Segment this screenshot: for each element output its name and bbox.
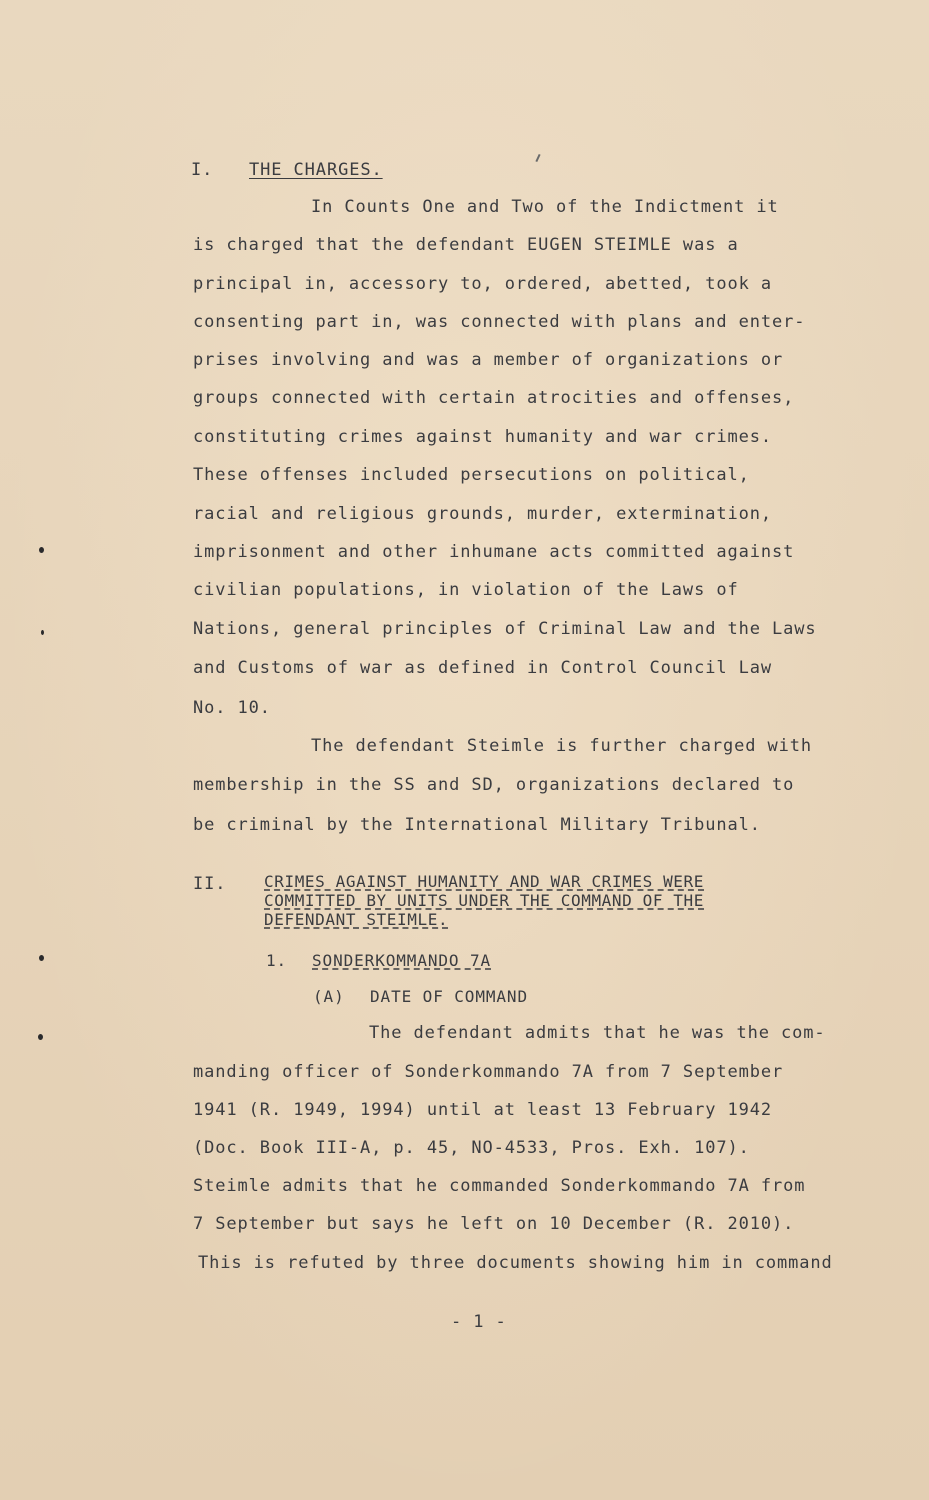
paragraph-1-line: is charged that the defendant EUGEN STEIMLE was a xyxy=(193,235,739,255)
paragraph-3-line: 7 September but says he left on 10 December (R. 2010). xyxy=(193,1214,795,1234)
paragraph-3-line: The defendant admits that he was the com- xyxy=(369,1023,826,1043)
paragraph-1-line: These offenses included persecutions on political, xyxy=(193,465,750,485)
paragraph-1-line: prises involving and was a member of organizations or xyxy=(193,350,784,370)
paragraph-1-line: principal in, accessory to, ordered, abetted, took a xyxy=(193,274,773,294)
paragraph-3-line: Steimle admits that he commanded Sonderkommando 7A from xyxy=(193,1176,806,1196)
paragraph-1-line: constituting crimes against humanity and war crimes. xyxy=(193,427,773,447)
margin-mark xyxy=(38,1034,43,1040)
paragraph-1-line: civilian populations, in violation of the Laws of xyxy=(193,580,739,600)
subheading-letter: (A) xyxy=(313,987,345,1006)
paragraph-1-line: and Customs of war as defined in Control Council Law xyxy=(193,658,773,678)
paragraph-3-line: This is refuted by three documents showing him in command xyxy=(198,1253,833,1273)
paragraph-2-line: The defendant Steimle is further charged with xyxy=(311,736,813,756)
section-2-title: CRIMES AGAINST HUMANITY AND WAR CRIMES WERE COMMITTED BY UNITS UNDER THE COMMAND OF THE DEFENDANT STEIMLE. xyxy=(264,872,705,929)
paragraph-1-line: In Counts One and Two of the Indictment it xyxy=(311,197,779,217)
subheading-title: DATE OF COMMAND xyxy=(370,987,528,1006)
subsection-number: 1. xyxy=(266,951,288,970)
paragraph-1-line: consenting part in, was connected with plans and enter- xyxy=(193,312,806,332)
margin-mark xyxy=(39,547,44,553)
paragraph-1-line: Nations, general principles of Criminal Law and the Laws xyxy=(193,619,817,639)
paragraph-3-line: manding officer of Sonderkommando 7A from 7 September xyxy=(193,1062,784,1082)
section-2-numeral: II. xyxy=(193,874,227,894)
page-number: - 1 - xyxy=(451,1312,507,1332)
paragraph-1-line: No. 10. xyxy=(193,698,271,718)
paragraph-3-line: (Doc. Book III-A, p. 45, NO-4533, Pros. Exh. 107). xyxy=(193,1138,750,1158)
paper-speck xyxy=(535,154,540,162)
paragraph-3-line: 1941 (R. 1949, 1994) until at least 13 February 1942 xyxy=(193,1100,773,1120)
paragraph-2-line: be criminal by the International Military Tribunal. xyxy=(193,815,761,835)
paragraph-1-line: imprisonment and other inhumane acts committed against xyxy=(193,542,795,562)
margin-mark xyxy=(41,630,44,635)
paragraph-1-line: groups connected with certain atrocities and offenses, xyxy=(193,388,795,408)
section-1-title: THE CHARGES. xyxy=(249,160,383,180)
subsection-title: SONDERKOMMANDO 7A xyxy=(312,951,492,970)
section-1-numeral: I. xyxy=(191,160,214,180)
paragraph-1-line: racial and religious grounds, murder, extermination, xyxy=(193,504,773,524)
margin-mark xyxy=(39,955,44,961)
paragraph-2-line: membership in the SS and SD, organizations declared to xyxy=(193,775,795,795)
